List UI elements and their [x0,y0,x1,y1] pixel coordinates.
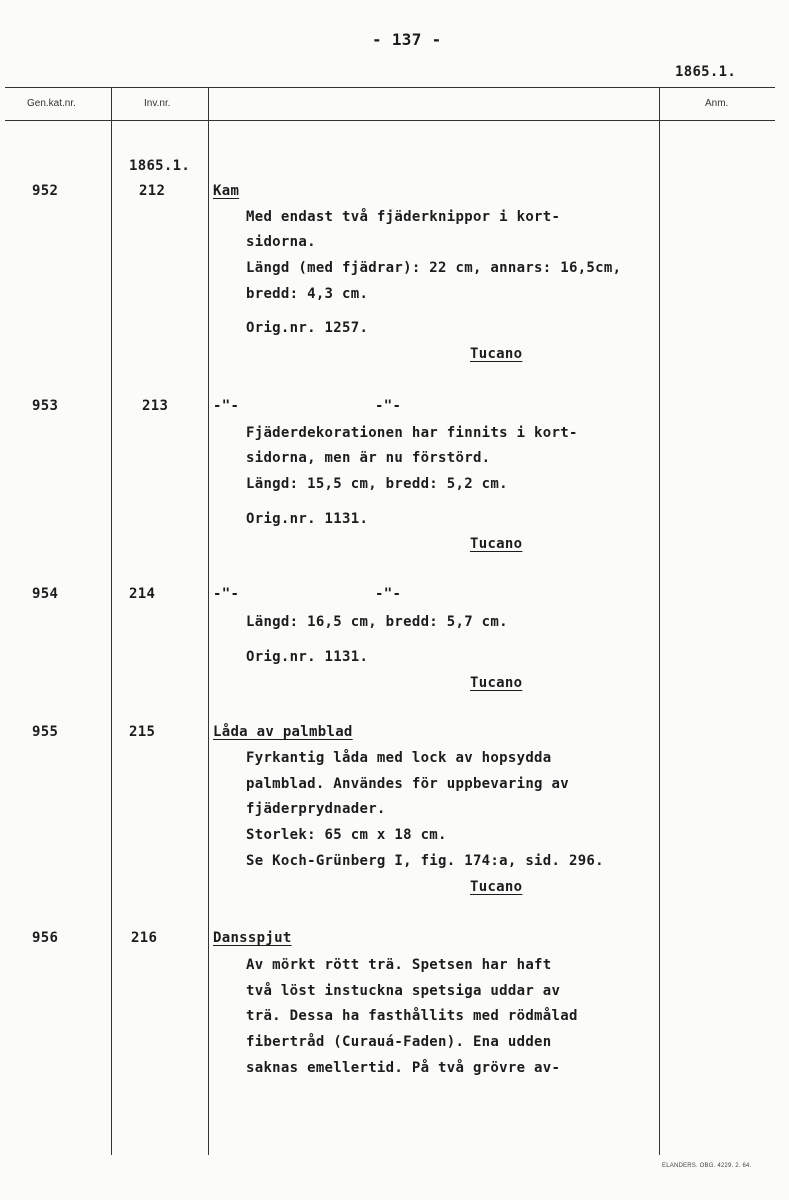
entry-line: Se Koch-Grünberg I, fig. 174:a, sid. 296. [246,853,604,869]
culture-label: Tucano [470,879,523,895]
ditto-mark: -"- [375,586,402,602]
entry-title: Kam [213,183,240,199]
gen-kat-number: 956 [32,930,59,946]
column-divider-inv-desc [208,87,209,1155]
ditto-mark: -"- [213,398,240,414]
entry-line: Längd: 15,5 cm, bredd: 5,2 cm. [246,476,508,492]
gen-kat-number: 954 [32,586,59,602]
entry-line: två löst instuckna spetsiga uddar av [246,983,561,999]
inv-number: 216 [131,930,158,946]
entry-line: Orig.nr. 1131. [246,511,369,527]
culture-label: Tucano [470,675,523,691]
column-header-anm: Anm. [705,98,729,109]
inv-number: 212 [139,183,166,199]
gen-kat-number: 955 [32,724,59,740]
entry-title: Dansspjut [213,930,292,946]
entry-line: sidorna. [246,234,316,250]
column-header-inv: Inv.nr. [144,98,171,109]
entry-line: Längd: 16,5 cm, bredd: 5,7 cm. [246,614,508,630]
inv-number: 215 [129,724,156,740]
inventory-series-label: 1865.1. [129,158,191,174]
entry-line: trä. Dessa ha fasthållits med rödmålad [246,1008,578,1024]
entry-line: sidorna, men är nu förstörd. [246,450,491,466]
entry-line: Orig.nr. 1131. [246,649,369,665]
entry-line: fibertråd (Curauá-Faden). Ena udden [246,1034,552,1050]
entry-line: Längd (med fjädrar): 22 cm, annars: 16,5cm, [246,260,622,276]
entry-line: Fjäderdekorationen har finnits i kort- [246,425,578,441]
entry-line: saknas emellertid. På två grövre av- [246,1060,561,1076]
column-header-gen: Gen.kat.nr. [27,98,76,109]
culture-label: Tucano [470,536,523,552]
column-divider-gen-inv [111,87,112,1155]
gen-kat-number: 952 [32,183,59,199]
entry-title: Låda av palmblad [213,724,353,740]
column-divider-desc-anm [659,87,660,1155]
entry-line: palmblad. Användes för uppbevaring av [246,776,569,792]
inv-number: 213 [142,398,169,414]
printer-imprint: ELANDERS. OBG. 4229. 2. 64. [662,1163,752,1169]
ditto-mark: -"- [375,398,402,414]
ditto-mark: -"- [213,586,240,602]
gen-kat-number: 953 [32,398,59,414]
series-number: 1865.1. [675,64,737,80]
entry-line: Fyrkantig låda med lock av hopsydda [246,750,552,766]
entry-line: Orig.nr. 1257. [246,320,369,336]
entry-line: fjäderprydnader. [246,801,386,817]
page-number: - 137 - [372,30,442,49]
entry-line: Av mörkt rött trä. Spetsen har haft [246,957,552,973]
entry-line: Med endast två fjäderknippor i kort- [246,209,561,225]
entry-line: bredd: 4,3 cm. [246,286,369,302]
culture-label: Tucano [470,346,523,362]
inv-number: 214 [129,586,156,602]
entry-line: Storlek: 65 cm x 18 cm. [246,827,447,843]
